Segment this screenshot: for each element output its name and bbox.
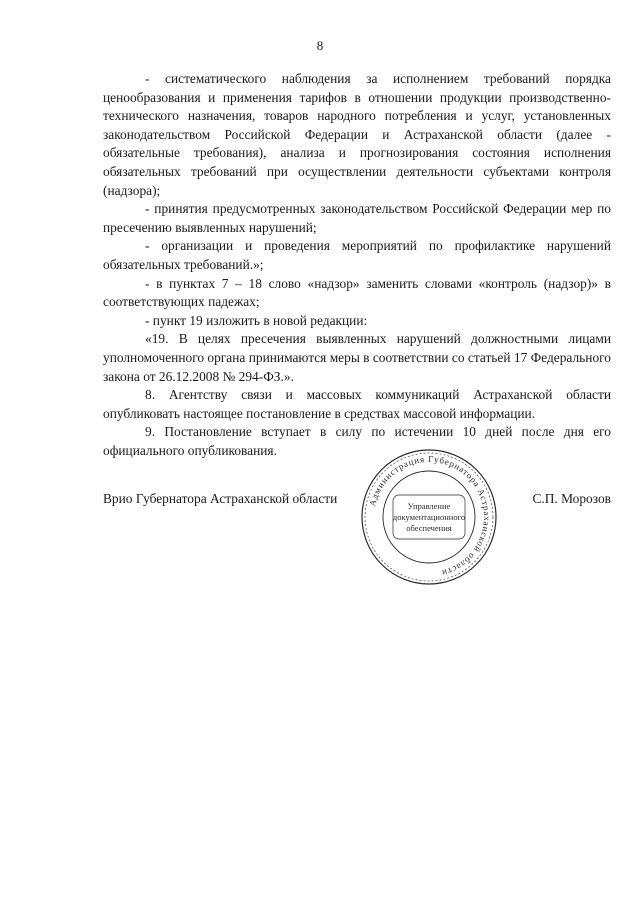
- paragraph: - пункт 19 изложить в новой редакции:: [145, 312, 368, 328]
- seal-center-line: документационного: [392, 512, 466, 522]
- seal-center-line: Управление: [407, 501, 451, 511]
- signatory-title: Врио Губернатора Астраханской области: [103, 491, 338, 506]
- paragraph: - систематического наблюдения за исполнением требований порядка ценообразования и применения тарифов в отношении продукции производственно-технического назначения, товаров народного потребления и услуг, установленных законодательством Российской Федерации и Астраханской области (далее - обязательные требования), анализа и прогнозирования состояния исполнения обязательных требований при осуществлении деятельности субъектами контроля (надзора);: [103, 71, 611, 198]
- seal-ring-text: Администрация Губернатора Астраханской области: [367, 453, 493, 579]
- paragraph: - в пунктах 7 – 18 слово «надзор» заменить словами «контроль (надзор)» в соответствующих падежах;: [103, 275, 611, 310]
- paragraph: - принятия предусмотренных законодательством Российской Федерации мер по пресечению выявленных нарушений;: [103, 201, 611, 235]
- document-body: [103, 70, 611, 460]
- signatory-name: С.П. Морозов: [532, 491, 611, 506]
- page-number: 8: [316, 38, 324, 53]
- seal-center-line: обеспечения: [406, 523, 452, 533]
- paragraph: 8. Агентству связи и массовых коммуникаций Астраханской области опубликовать настоящее постановление в средствах массовой информации.: [103, 387, 611, 421]
- paragraph: 9. Постановление вступает в силу по истечении 10 дней после дня его официального опубликования.: [103, 424, 611, 458]
- official-seal: [359, 447, 499, 587]
- paragraph: - организации и проведения мероприятий по профилактике нарушений обязательных требований.»;: [103, 238, 611, 272]
- paragraph: «19. В целях пресечения выявленных нарушений должностными лицами уполномоченного органа принимаются меры в соответствии со статьей 17 Федерального закона от 26.12.2008 № 294-ФЗ.».: [103, 331, 611, 384]
- signature-block: [103, 490, 611, 514]
